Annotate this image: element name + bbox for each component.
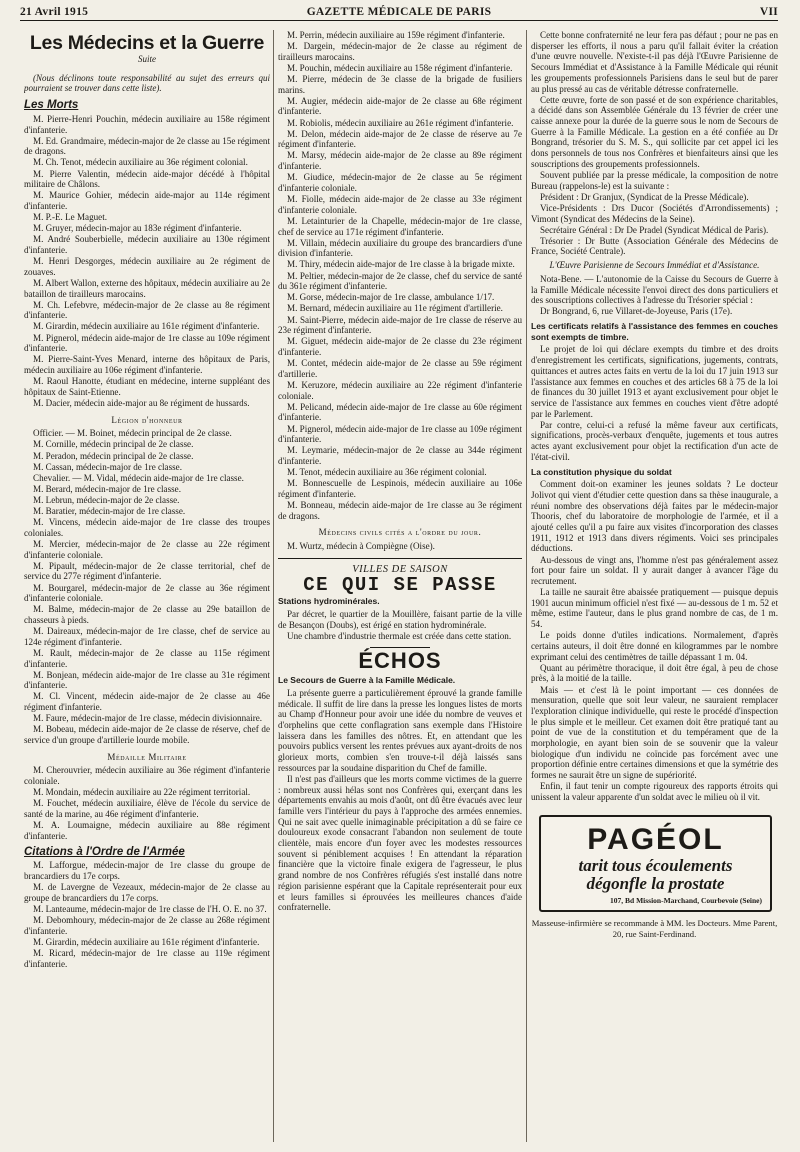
paragraph: M. de Lavergne de Vezeaux, médecin-major de 2e classe au groupe de brancardiers du 17e corps.	[24, 882, 270, 903]
section-heading-medaille: Médaille Militaire	[107, 751, 187, 762]
ad-address: 107, Bd Mission-Marchand, Courbevoie (Seine)	[610, 895, 762, 905]
paragraph: M. Debomhoury, médecin-major de 2e classe au 268e régiment d'infanterie.	[24, 914, 270, 936]
section-heading-morts: Les Morts	[24, 99, 79, 112]
section-heading-civils: Médecins civils cités a l'ordre du jour.	[318, 527, 482, 538]
constitution-text	[531, 479, 778, 802]
paragraph: M. Wurtz, médecin à Compiègne (Oise).	[287, 541, 435, 552]
paragraph: M. Bonneau, médecin aide-major de 1re classe au 3e régiment de dragons.	[278, 500, 522, 521]
article-subtitle: Suite	[138, 54, 156, 64]
paragraph: M. Bernard, médecin auxiliaire au 11e régiment d'artillerie.	[287, 303, 503, 314]
paragraph: M. Maurice Gohier, médecin aide-major au 114e régiment d'infanterie.	[24, 190, 270, 211]
paragraph: M. Marsy, médecin aide-major de 2e classe au 89e régiment d'infanterie.	[278, 150, 522, 172]
column-right	[531, 30, 778, 1142]
echos-heading: ÉCHOS	[358, 648, 442, 674]
secours-text	[278, 688, 522, 913]
paragraph: Par contre, celui-ci a refusé la même faveur aux certificats, significations, procès-verbaux d'enquête, jugements et tous autres actes ayant exclusivement pour objet la rectification d'un acte de l'état-civil.	[531, 419, 778, 462]
paragraph: M. Pelicand, médecin aide-major de 1re classe au 60e régiment d'infanterie.	[278, 401, 522, 423]
citations-list	[24, 860, 270, 969]
paragraph: M. Raoul Hanotte, étudiant en médecine, interne suppléant des hôpitaux de Saint-Etienne.	[24, 376, 270, 397]
column-left	[24, 30, 270, 1142]
paragraph: M. Pignerol, médecin aide-major de 1re classe au 109e régiment d'infanterie.	[24, 332, 270, 354]
paragraph: M. Fiolle, médecin aide-major de 2e classe au 33e régiment d'infanterie coloniale.	[278, 194, 522, 215]
paragraph: M. Thiry, médecin aide-major de 1re classe à la brigade mixte.	[287, 259, 515, 270]
paragraph: M. Cl. Vincent, médecin aide-major de 2e classe au 46e régiment d'infanterie.	[24, 691, 270, 713]
paragraph: M. Augier, médecin aide-major de 2e classe au 68e régiment d'infanterie.	[278, 95, 522, 117]
paragraph: M. P.-E. Le Maguet.	[33, 212, 108, 223]
ad-tagline-2: dégonfle la prostate	[586, 873, 725, 893]
paragraph: M. Berard, médecin-major de 1re classe.	[33, 483, 181, 494]
paragraph: Secrétaire Général : Dr De Pradel (Syndicat Médical de Paris).	[540, 224, 769, 235]
publication-title: GAZETTE MÉDICALE DE PARIS	[306, 6, 492, 18]
stations-heading: Stations hydrominérales.	[278, 596, 380, 607]
paragraph: M. Lafforgue, médecin-major de 1re classe du groupe de brancardiers du 17e corps.	[24, 860, 270, 881]
paragraph: Enfin, il faut tenir un compte rigoureux des rapports étroits qui unissent la valeur apparente d'un soldat avec le milieu où il vit.	[531, 781, 778, 802]
paragraph: M. Saint-Pierre, médecin aide-major de 1re classe de réserve au 23e régiment d'infanterie.	[278, 314, 522, 336]
treasurer-address: Dr Bongrand, 6, rue Villaret-de-Joyeuse, Paris (17e).	[540, 306, 733, 317]
paragraph: M. Pierre, médecin de 3e classe de la brigade de fusiliers marins.	[278, 73, 522, 95]
paragraph: Le poids donne d'utiles indications. Normalement, d'après certains auteurs, il doit être donné en kilogrammes par le nombre exprimant celui des centimètres de taille dépassant 1 m. 04.	[531, 630, 778, 662]
paragraph: M. Bobeau, médecin aide-major de 2e classe de réserve, chef de service d'un groupe d'artillerie lourde mobile.	[24, 724, 270, 746]
article-title: Les Médecins et la Guerre	[29, 32, 265, 54]
paragraph: M. Girardin, médecin auxiliaire au 161e régiment d'infanterie.	[33, 321, 260, 332]
header-rule	[20, 20, 778, 21]
paragraph: M. Mondain, médecin auxiliaire au 22e régiment territorial.	[33, 787, 251, 798]
paragraph: M. Pierre-Saint-Yves Menard, interne des hôpitaux de Paris, médecin auxiliaire au 106e régiment d'infanterie.	[24, 354, 270, 376]
paragraph: M. Pierre Valentin, médecin aide-major décédé à l'hôpital militaire de Châlons.	[24, 168, 270, 190]
paragraph: Trésorier : Dr Butte (Association Générale des Médecins de France, Société Centrale).	[531, 235, 778, 257]
paragraph: M. Letainturier de la Chapelle, médecin-major de 1re classe, chef de service au 171e régiment d'infanterie.	[278, 215, 522, 237]
nota-bene: Nota-Bene. — L'autonomie de la Caisse du Secours de Guerre à la Famille Médicale nécessite l'envoi direct des dons particuliers et des souscriptions collectives à l'adresse du Trésorier spécial :	[531, 273, 778, 306]
villes-de-saison-heading: VILLES DE SAISON	[352, 563, 448, 575]
paragraph: M. Girardin, médecin auxiliaire au 161e régiment d'infanterie.	[33, 936, 260, 947]
paragraph: M. Dacier, médecin aide-major au 8e régiment de hussards.	[33, 397, 250, 408]
paragraph: Président : Dr Granjux, (Syndicat de la Presse Médicale).	[540, 191, 749, 202]
paragraph: M. Daireaux, médecin-major de 1re classe, chef de service au 124e régiment d'infanterie.	[24, 626, 270, 647]
paragraph: M. Pierre-Henri Pouchin, médecin auxiliaire au 158e régiment d'infanterie.	[24, 113, 270, 135]
bureau-list	[531, 192, 778, 257]
paragraph: M. Mercier, médecin-major de 2e classe au 22e régiment d'infanterie coloniale.	[24, 538, 270, 560]
paragraph: Comment doit-on examiner les jeunes soldats ? Le docteur Jolivot qui vient d'étudier cette question dans sa thèse inaugurale, a réuni nombre des observations déjà faites par le médecin-major Thooris, chef du laboratoire de morphologie de l'armée, et il a ajouté celles qu'il a pu faire aux visites d'incorporation des classes 1911, 1912 et 1913 dans divers régiments. Voici ses principales déductions.	[531, 479, 778, 554]
masseuse-notice: Masseuse-infirmière se recommande à MM. les Docteurs. Mme Parent, 20, rue Saint-Ferdinand.	[531, 918, 778, 940]
paragraph: Souvent publiée par la presse médicale, la composition de notre Bureau (rappelons-le) est la suivante :	[531, 169, 778, 191]
ce-qui-se-passe-heading: CE QUI SE PASSE	[303, 573, 497, 596]
disclaimer: (Nous déclinons toute responsabilité au sujet des erreurs qui pourraient se trouver dans cette liste).	[24, 72, 270, 94]
column-divider	[273, 30, 274, 1142]
paragraph: M. Contet, médecin aide-major de 2e classe au 59e régiment d'artillerie.	[278, 358, 522, 379]
column-divider	[526, 30, 527, 1142]
column-middle	[278, 30, 522, 1142]
citations-list-continued	[278, 30, 522, 521]
paragraph: M. Pouchin, médecin auxiliaire au 158e régiment d'infanterie.	[287, 62, 513, 73]
paragraph: M. Perrin, médecin auxiliaire au 159e régiment d'infanterie.	[287, 30, 505, 40]
paragraph: Officier. — M. Boinet, médecin principal de 2e classe.	[33, 428, 232, 439]
constitution-heading: La constitution physique du soldat	[531, 466, 672, 477]
section-rule	[278, 558, 522, 559]
paragraph: Par décret, le quartier de la Mouillère, faisant partie de la ville de Besançon (Doubs), est érigé en station hydrominérale.	[278, 608, 522, 630]
paragraph: M. Villain, médecin auxiliaire du groupe des brancardiers d'une division d'infanterie.	[278, 237, 522, 259]
section-heading-citations: Citations à l'Ordre de l'Armée	[24, 845, 185, 858]
paragraph: Au-dessous de vingt ans, l'homme n'est pas généralement assez fort pour faire un soldat. Il y aurait danger à avancer l'âge du recrutement.	[531, 554, 778, 586]
paragraph: M. Rault, médecin-major de 2e classe au 115e régiment d'infanterie.	[24, 647, 270, 669]
paragraph: M. Vincens, médecin aide-major de 1re classe des troupes coloniales.	[24, 517, 270, 538]
paragraph: Mais — et c'est là le point important — ces données de mensuration, quelle que soit leur valeur, ne sauraient remplacer l'exploration clinique individuelle, qui reste le procédé d'inspection le plus simple et le meilleur. Cet examen doit être pratiqué tant au point de vue de la constitution et du tempérament que de la morphologie, en ayant bien soin de se souvenir que la valeur biologique d'un individu ne coïncide pas forcément avec une proportion définie entre certaines dimensions et que la symétrie des formes ne saurait être un signe de supériorité.	[531, 684, 778, 781]
paragraph: M. Robiolis, médecin auxiliaire au 261e régiment d'infanterie.	[287, 117, 514, 128]
paragraph: M. Ch. Lefebvre, médecin-major de 2e classe au 8e régiment d'infanterie.	[24, 299, 270, 321]
paragraph: M. Pignerol, médecin aide-major de 1re classe au 109e régiment d'infanterie.	[278, 423, 522, 445]
paragraph: M. Dargein, médecin-major de 2e classe au régiment de tirailleurs marocains.	[278, 41, 522, 62]
paragraph: Il n'est pas d'ailleurs que les morts comme victimes de la guerre : nombreux aussi hélas sont nos Confrères qui, exerçant dans les départements envahis au mois d'août, ont dû être évacués avec leur famille vers l'intérieur du pays à l'approche des armées ennemies. Qui ne sait avec quelle inimaginable précipitation a dû se faire ce douloureux exode consacrant l'abandon non seulement de toute clientèle, mais encore d'un foyer avec les modestes ressources souvent si péniblement acquises ! En attendant la réparation financière que la victoire finale exigera de l'agresseur, le plus grand nombre de nos Confrères réfugiés s'est installé dans notre région parisienne espérant que la Capitale représenterait pour eux et leurs familles si éprouvées les meilleures chances d'aide confraternelle.	[278, 773, 522, 913]
section-heading-legion: Légion d'honneur	[111, 414, 183, 425]
paragraph: M. Ed. Grandmaire, médecin-major de 2e classe au 15e régiment de dragons.	[24, 135, 270, 157]
secours-heading: Le Secours de Guerre à la Famille Médicale.	[278, 675, 456, 686]
paragraph: M. Bourgarel, médecin-major de 2e classe au 36e régiment d'infanterie coloniale.	[24, 582, 270, 604]
ad-brand-name: PAGÉOL	[587, 822, 724, 856]
paragraph: Vice-Présidents : Drs Ducor (Sociétés d'Arrondissements) ; Vimont (Syndicat des Médecins de la Seine).	[531, 202, 778, 224]
paragraph: M. Giudice, médecin-major de 2e classe au 5e régiment d'infanterie coloniale.	[278, 172, 522, 193]
paragraph: La taille ne saurait être abaissée pratiquement — puisque depuis 1901 aucun minimum officiel n'est fixé — au-dessous de 1 m. 52 et même, estime l'auteur, dans le plus grand nombre de cas, de 1 m. 54.	[531, 587, 778, 630]
paragraph: Cette bonne confraternité ne leur fera pas défaut ; pour ne pas en disperser les efforts, il nous a paru qu'il fallait éviter la création d'une œuvre nouvelle. N'existe-t-il pas déjà l'Œuvre Parisienne de Secours Immédiat et d'Assistance à la Famille Médicale qui réunit les groupements professionnels Parisiens dans le seul but de parer au plus pressé au cas de véritable détresse confraternelle.	[531, 30, 778, 94]
page-number: VII	[759, 6, 778, 18]
paragraph: M. Ricard, médecin-major de 1re classe au 119e régiment d'infanterie.	[24, 947, 270, 969]
paragraph: M. Tenot, médecin auxiliaire au 36e régiment colonial.	[287, 467, 487, 478]
paragraph: M. Gorse, médecin-major de 1re classe, ambulance 1/17.	[287, 292, 495, 303]
issue-date: 21 Avril 1915	[20, 6, 89, 18]
paragraph: M. Giguet, médecin aide-major de 2e classe du 23e régiment d'infanterie.	[278, 336, 522, 358]
paragraph: M. Fouchet, médecin auxiliaire, élève de l'école du service de santé de la marine, au 46e régiment d'infanterie.	[24, 798, 270, 820]
paragraph: Quant au périmètre thoracique, il doit être égal, à peu de chose près, à la moitié de la taille.	[531, 662, 778, 684]
ad-tagline-1: tarit tous écoulements	[578, 855, 733, 875]
paragraph: M. Lebrun, médecin-major de 2e classe.	[33, 494, 180, 505]
paragraph: M. Ch. Tenot, médecin auxiliaire au 36e régiment colonial.	[33, 157, 248, 168]
civils-list	[278, 541, 522, 552]
secours-text-continued	[531, 30, 778, 191]
paragraph: M. André Souberbielle, médecin auxiliaire au 130e régiment d'infanterie.	[24, 234, 270, 255]
paragraph: Le projet de loi qui déclare exempts du timbre et des droits d'enregistrement les certificats, significations, jugements, contrats, quittances et autres actes faits en vertu de la loi du 17 juin 1913 sur l'assistance aux femmes en couches et des articles 68 à 75 de la loi de finances du 30 juillet 1913 et ayant exclusivement pour objet le service de l'assistance aux femmes en couches vient d'être adopté par le Parlement.	[531, 344, 778, 419]
paragraph: M. Lanteaume, médecin-major de 1re classe de l'H. O. E. no 37.	[33, 903, 267, 914]
legion-list	[24, 428, 270, 745]
paragraph: Cette œuvre, forte de son passé et de son expérience charitables, a décidé dans son Assemblée Générale du 13 février de créer une caisse annexe pour la durée de la guerre sous le nom de Secours de Guerre à la Famille Médicale. La gestion en a été confiée au Dr Bongrand, trésorier du S. M. S., qui sollicite par cet appel ici les dons personnels de tous nos Confrères et bienfaiteurs ainsi que les souscriptions des groupements professionnels.	[531, 94, 778, 169]
paragraph: M. Baratier, médecin-major de 1re classe.	[33, 506, 186, 517]
paragraph: M. Peradon, médecin principal de 2e classe.	[33, 450, 194, 461]
paragraph: M. Delon, médecin aide-major de 2e classe de réserve au 7e régiment d'infanterie.	[278, 128, 522, 150]
stations-text	[278, 609, 522, 642]
paragraph: M. Pipault, médecin-major de 2e classe territorial, chef de service du 277e régiment d'infanterie.	[24, 560, 270, 582]
paragraph: M. Leymarie, médecin-major de 2e classe au 344e régiment d'infanterie.	[278, 445, 522, 467]
certificats-text	[531, 344, 778, 462]
pageol-advertisement	[539, 815, 772, 913]
paragraph: M. Cherouvrier, médecin auxiliaire au 36e régiment d'infanterie coloniale.	[24, 765, 270, 787]
paragraph: La présente guerre a particulièrement éprouvé la grande famille médicale. Il suffit de lire dans la presse les longues listes de morts au Champ d'Honneur pour avoir une idée du nombre de veuves et d'orphelins que cette conflagration sans exemple dans l'Histoire laissera dans les familles des nôtres. Et, en attendant que les pouvoirs publics versent les rentes prévues aux ayant-droits de nos glorieux morts, combien s'en trouve-t-il déjà laissés sans ressources par la soudaine disparition du Chef de famille.	[278, 687, 522, 773]
paragraph: M. A. Loumaigne, médecin auxiliaire au 88e régiment d'infanterie.	[24, 820, 270, 841]
paragraph: M. Cornille, médecin principal de 2e classe.	[33, 439, 194, 450]
paragraph: Une chambre d'industrie thermale est créée dans cette station.	[287, 630, 512, 641]
morts-list	[24, 114, 270, 409]
paragraph: M. Peltier, médecin-major de 2e classe, chef du service de santé du 361e régiment d'infanterie.	[278, 270, 522, 292]
certificats-heading: Les certificats relatifs à l'assistance des femmes en couches sont exempts de timbre.	[531, 321, 778, 342]
paragraph: M. Gruyer, médecin-major au 183e régiment d'infanterie.	[33, 223, 242, 234]
medaille-list	[24, 765, 270, 841]
signature: L'Œuvre Parisienne de Secours Immédiat et d'Assistance.	[549, 260, 760, 271]
paragraph: Chevalier. — M. Vidal, médecin aide-major de 1re classe.	[33, 472, 244, 483]
paragraph: M. Bonnescuelle de Lespinois, médecin auxiliaire au 106e régiment d'infanterie.	[278, 478, 522, 499]
paragraph: M. Henri Desgorges, médecin auxiliaire au 2e régiment de zouaves.	[24, 256, 270, 277]
paragraph: M. Keruzore, médecin auxiliaire au 22e régiment d'infanterie coloniale.	[278, 379, 522, 401]
paragraph: M. Albert Wallon, externe des hôpitaux, médecin auxiliaire au 2e bataillon de tirailleurs marocains.	[24, 277, 270, 299]
paragraph: M. Bonjean, médecin aide-major de 1re classe au 31e régiment d'infanterie.	[24, 669, 270, 691]
paragraph: M. Faure, médecin-major de 1re classe, médecin divisionnaire.	[33, 713, 263, 724]
paragraph: M. Cassan, médecin-major de 1re classe.	[33, 461, 182, 472]
paragraph: M. Balme, médecin-major de 2e classe au 29e bataillon de chasseurs à pieds.	[24, 604, 270, 625]
